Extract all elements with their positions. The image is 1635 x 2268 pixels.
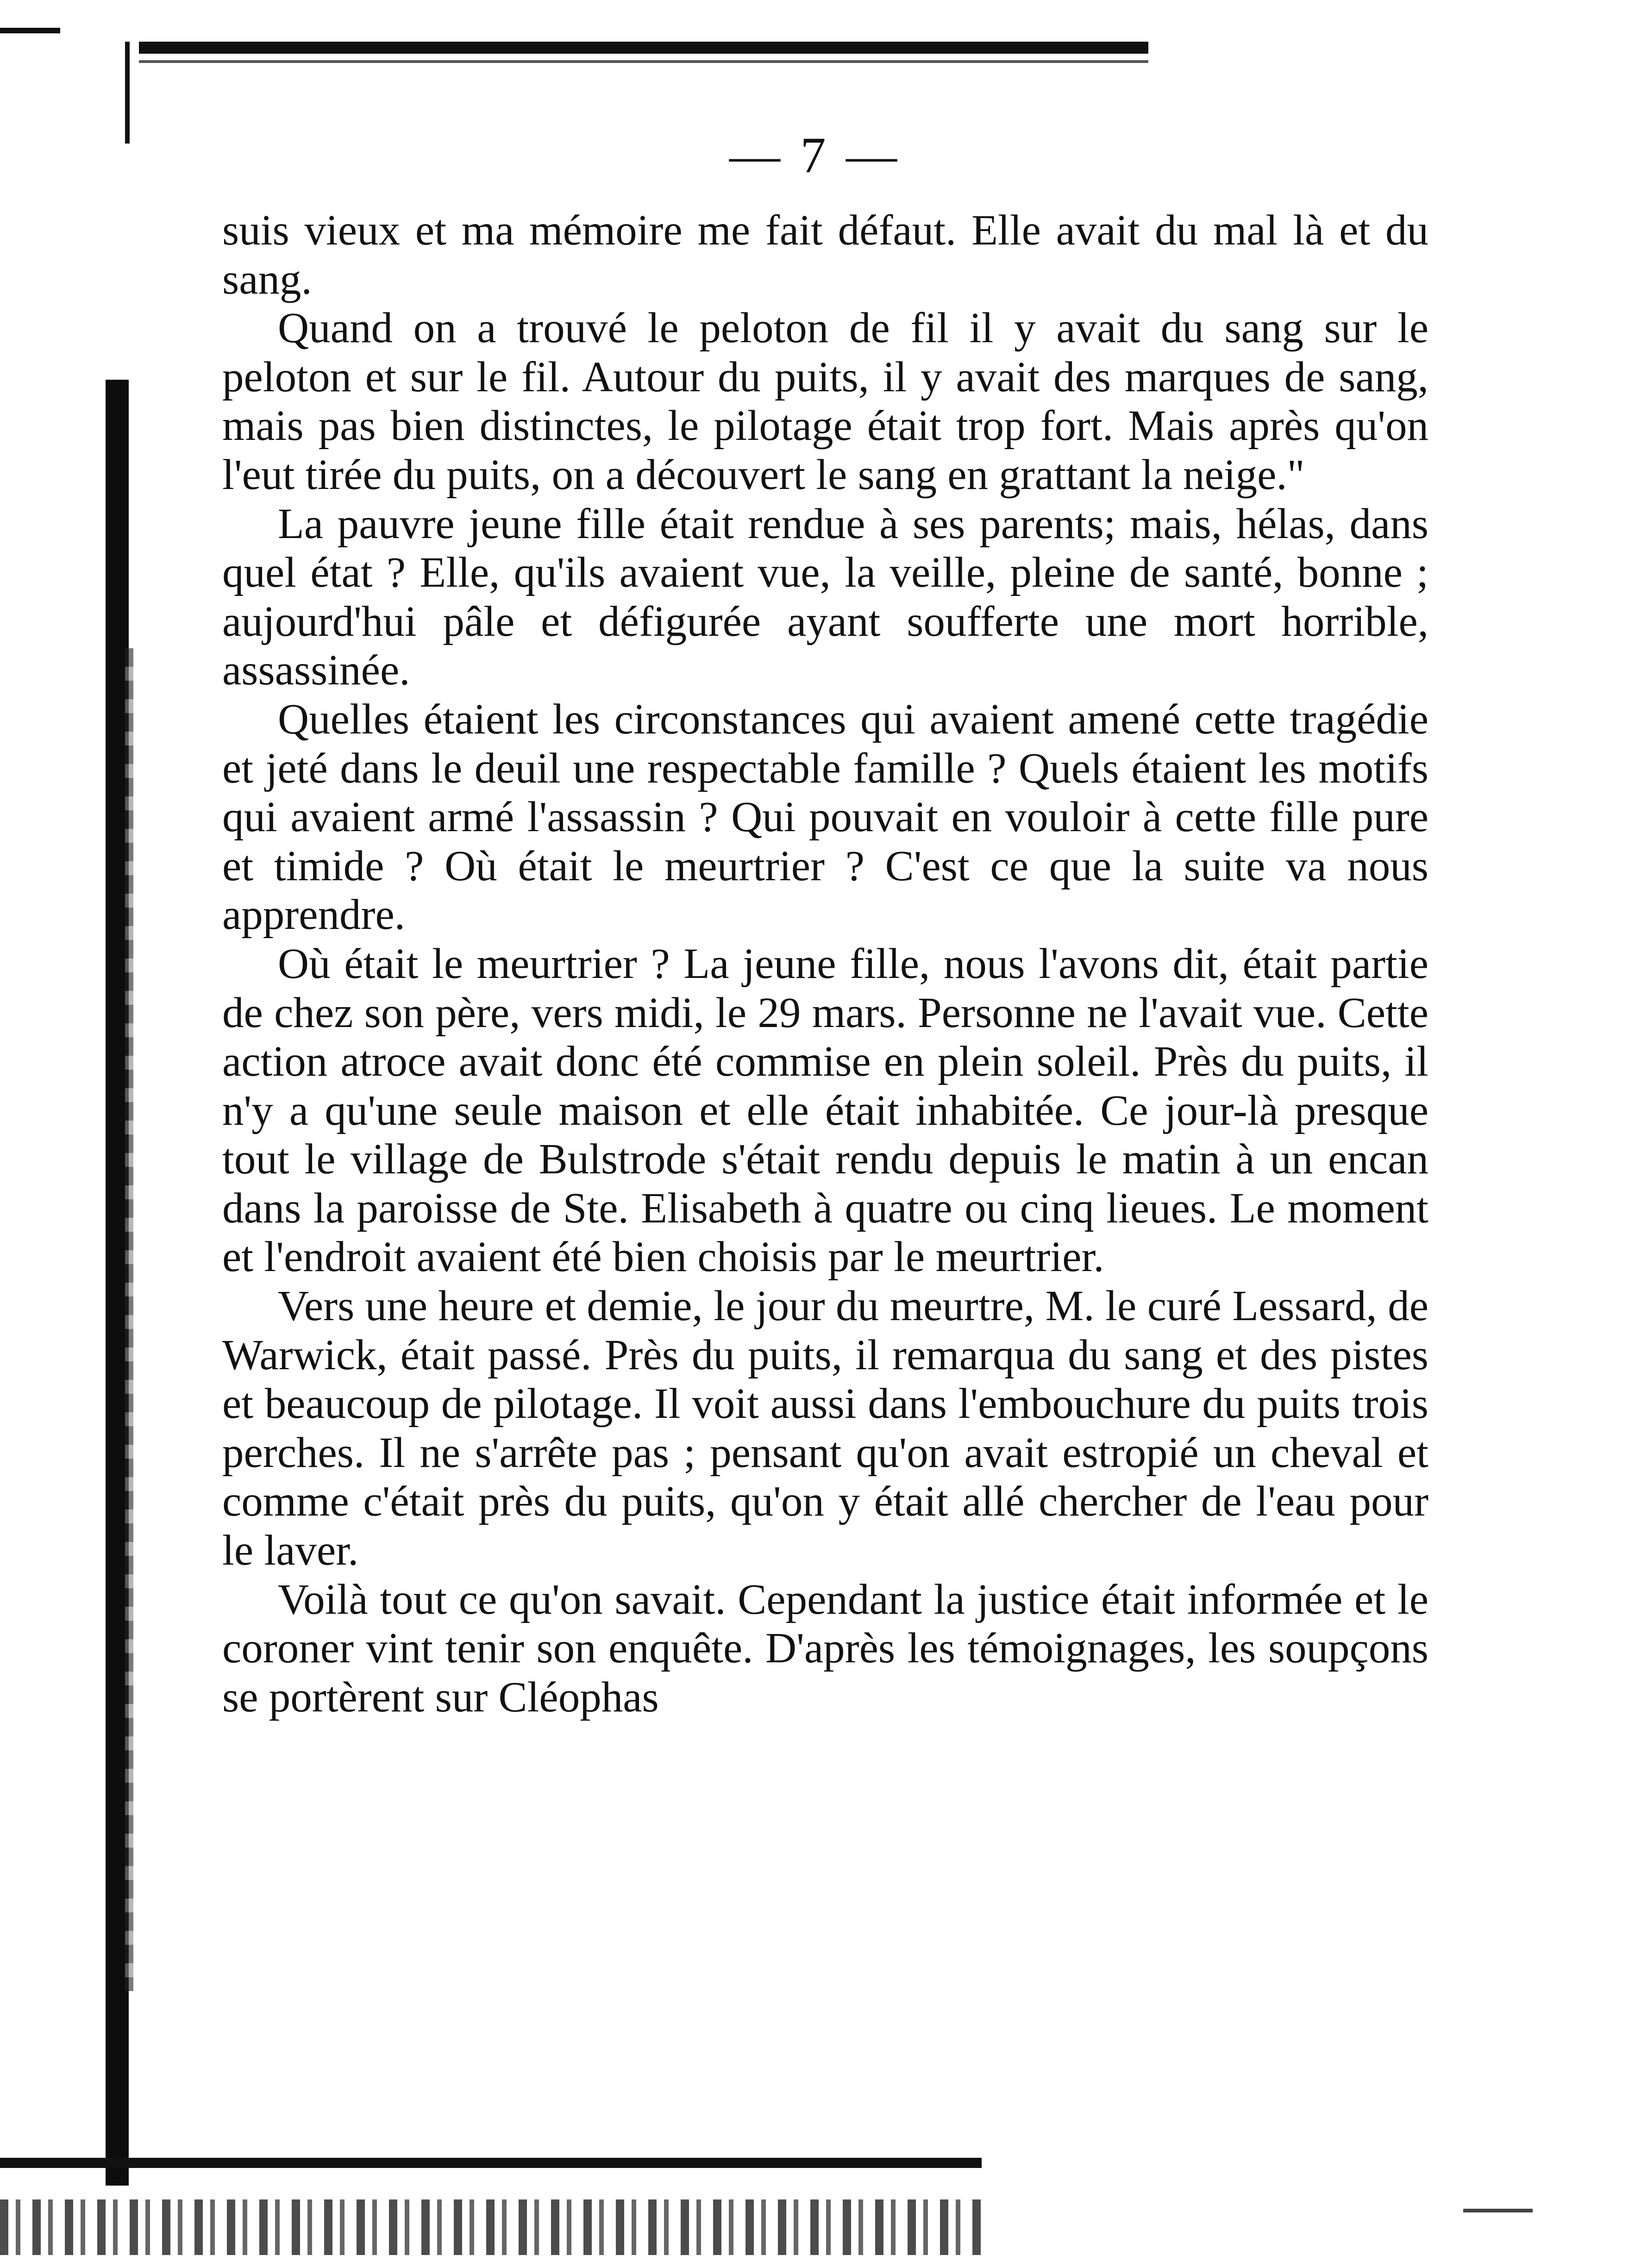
scan-mark <box>0 28 60 33</box>
body-text <box>222 206 1428 1722</box>
page-number: — 7 — <box>729 127 901 183</box>
scan-noise <box>0 2199 982 2255</box>
top-rule-shadow <box>139 60 1148 63</box>
scan-mark <box>1463 2209 1533 2212</box>
paragraph: La pauvre jeune fille était rendue à ses parents; mais, hélas, dans quel état ? Elle, qu'ils avaient vue, la veille, pleine de santé, bonne ; aujourd'hui pâle et défigurée ayant soufferte une mort horrible, assassinée. <box>222 500 1428 695</box>
bottom-rule <box>0 2158 982 2168</box>
paragraph: Voilà tout ce qu'on savait. Cependant la justice était informée et le coroner vint tenir son enquête. D'après les témoignages, les soupçons se portèrent sur Cléophas <box>222 1575 1428 1721</box>
scan-mark <box>125 42 130 144</box>
paragraph: Vers une heure et demie, le jour du meurtre, M. le curé Lessard, de Warwick, était passé. Près du puits, il remarqua du sang et des pistes et beaucoup de pilotage. Il voit aussi dans l'embouchure du puits trois perches. Il ne s'arrête pas ; pensant qu'on avait estropié un cheval et comme c'était près du puits, qu'on y était allé chercher de l'eau pour le laver. <box>222 1282 1428 1575</box>
paragraph: suis vieux et ma mémoire me fait défaut. Elle avait du mal là et du sang. <box>222 207 1428 303</box>
paragraph: Où était le meurtrier ? La jeune fille, nous l'avons dit, était partie de chez son père, vers midi, le 29 mars. Personne ne l'avait vue. Cette action atroce avait donc été commise en plein soleil. Près du puits, il n'y a qu'une seule maison et elle était inhabitée. Ce jour-là presque tout le village de Bulstrode s'était rendu depuis le matin à un encan dans la paroisse de Ste. Elisabeth à quatre ou cinq lieues. Le moment et l'endroit avaient été bien choisis par le meurtrier. <box>222 940 1428 1281</box>
paragraph: Quand on a trouvé le peloton de fil il y avait du sang sur le peloton et sur le fil. Autour du puits, il y avait des marques de sang, mais pas bien distinctes, le pilotage était trop fort. Mais après qu'on l'eut tirée du puits, on a découvert le sang en grattant la neige." <box>222 304 1428 499</box>
top-rule <box>139 42 1148 54</box>
paragraph: Quelles étaient les circonstances qui avaient amené cette tragédie et jeté dans le deuil une respectable famille ? Quels étaient les motifs qui avaient armé l'assassin ? Qui pouvait en vouloir à cette fille pure et timide ? Où était le meurtrier ? C'est ce que la suite va nous apprendre. <box>222 695 1428 939</box>
binding-edge <box>125 648 133 1991</box>
